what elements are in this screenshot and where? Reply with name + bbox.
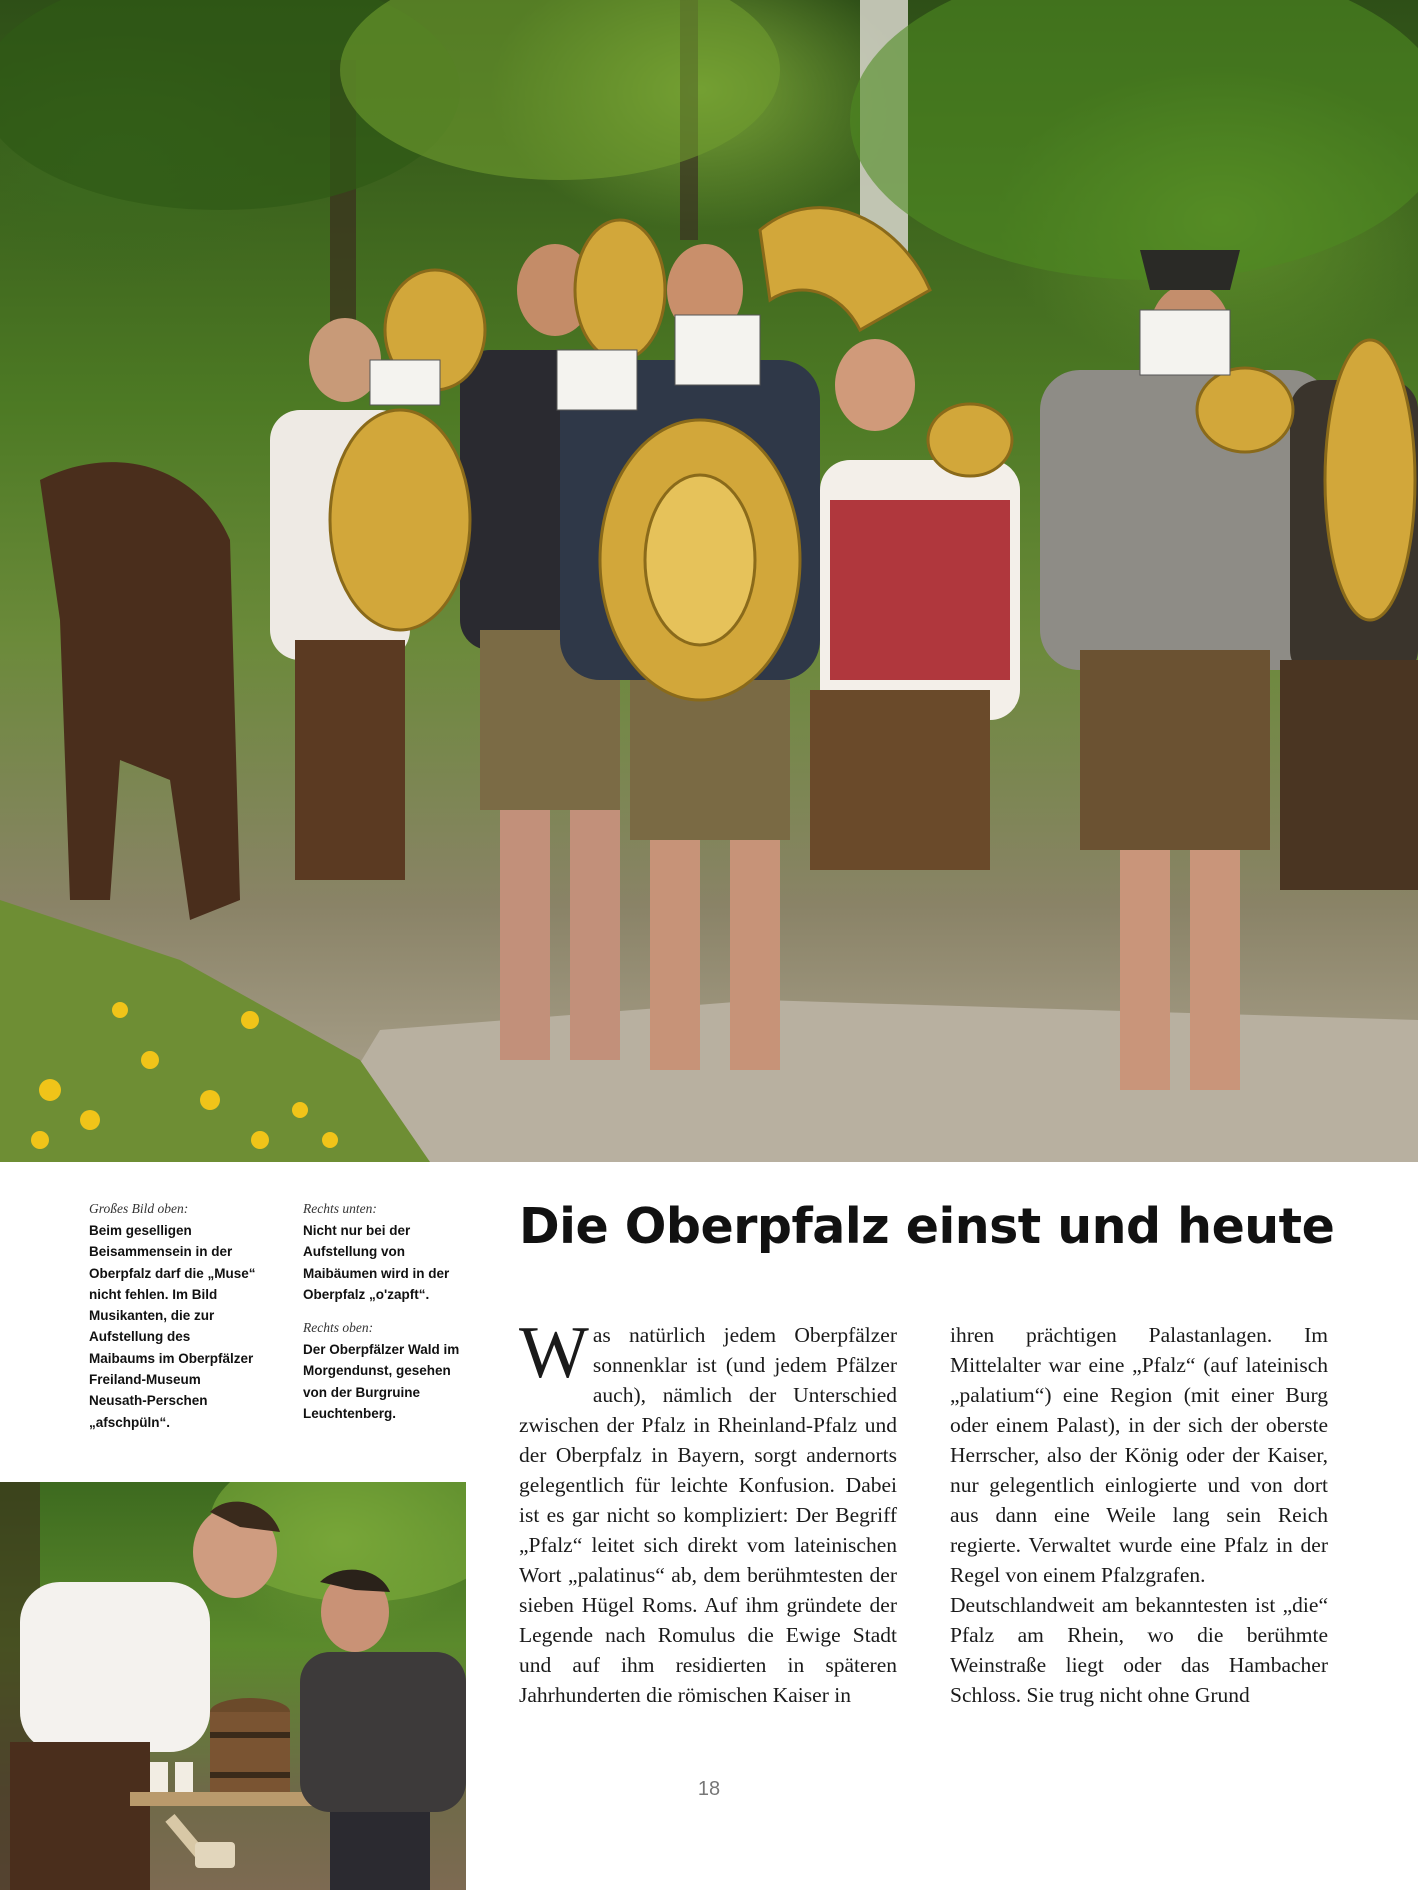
barrel-tapping-photo bbox=[0, 1482, 466, 1890]
article-column-right bbox=[950, 1320, 1328, 1710]
caption-text: Beim geselligen Beisammensein in der Oberpfalz darf die „Muse“ nicht fehlen. Im Bild Musikanten, die zur Aufstellung des Maibaums im Oberpfälzer Freiland-Museum Neusath-Perschen „afschpüln“. bbox=[89, 1223, 256, 1430]
caption-column-left bbox=[89, 1200, 264, 1447]
article-column-left bbox=[519, 1312, 897, 1710]
drop-cap: W bbox=[519, 1312, 589, 1394]
page-number: 18 bbox=[697, 1778, 721, 1800]
article-title: Die Oberpfalz einst und heute bbox=[519, 1198, 1335, 1255]
caption-label: Rechts oben: bbox=[303, 1320, 374, 1336]
article-paragraph bbox=[519, 1312, 897, 1710]
caption-label: Rechts unten: bbox=[303, 1201, 377, 1216]
caption-text: Der Oberpfälzer Wald im Morgendunst, gesehen von der Burgruine Leuchtenberg. bbox=[303, 1342, 460, 1422]
caption-column-right bbox=[303, 1200, 478, 1438]
caption-label: Großes Bild oben: bbox=[89, 1201, 189, 1216]
article-paragraph-text: as natürlich jedem Oberpfälzer sonnenklar ist (und jedem Pfälzer auch), nämlich der Unterschied zwischen der Pfalz in Rheinland-Pfalz und der Oberpfalz in Bayern, sorgt andernorts gelegentlich für leichte Konfusion. Dabei ist es gar nicht so kompliziert: Der Begriff „Pfalz“ leitet sich direkt vom lateinischen Wort „palatinus“ ab, dem berühmtesten der sieben Hügel Roms. Auf ihm gründete der Legende nach Romulus die Ewige Stadt und auf ihm residierten in späteren Jahrhunderten die römischen Kaiser in bbox=[519, 1323, 897, 1707]
article-paragraph: ihren prächtigen Palastanlagen. Im Mittelalter war eine „Pfalz“ (auf lateinisch „palatium“) eine Region (mit einer Burg oder einem Palast), in der sich der oberste Herrscher, also der König oder der Kaiser, nur gelegentlich einlogierte und von dort aus dann eine Weile lang sein Reich regierte. Verwaltet wurde eine Pfalz in der Regel von einem Pfalzgrafen. bbox=[950, 1323, 1328, 1587]
caption-text: Nicht nur bei der Aufstellung von Maibäumen wird in der Oberpfalz „o'zapft“. bbox=[303, 1223, 450, 1302]
barrel-tapping-photo-illustration bbox=[0, 1482, 466, 1890]
article-paragraph: Deutschlandweit am bekanntesten ist „die“ Pfalz am Rhein, wo die berühmte Weinstraße liegt oder das Hambacher Schloss. Sie trug nicht ohne Grund bbox=[950, 1593, 1328, 1707]
